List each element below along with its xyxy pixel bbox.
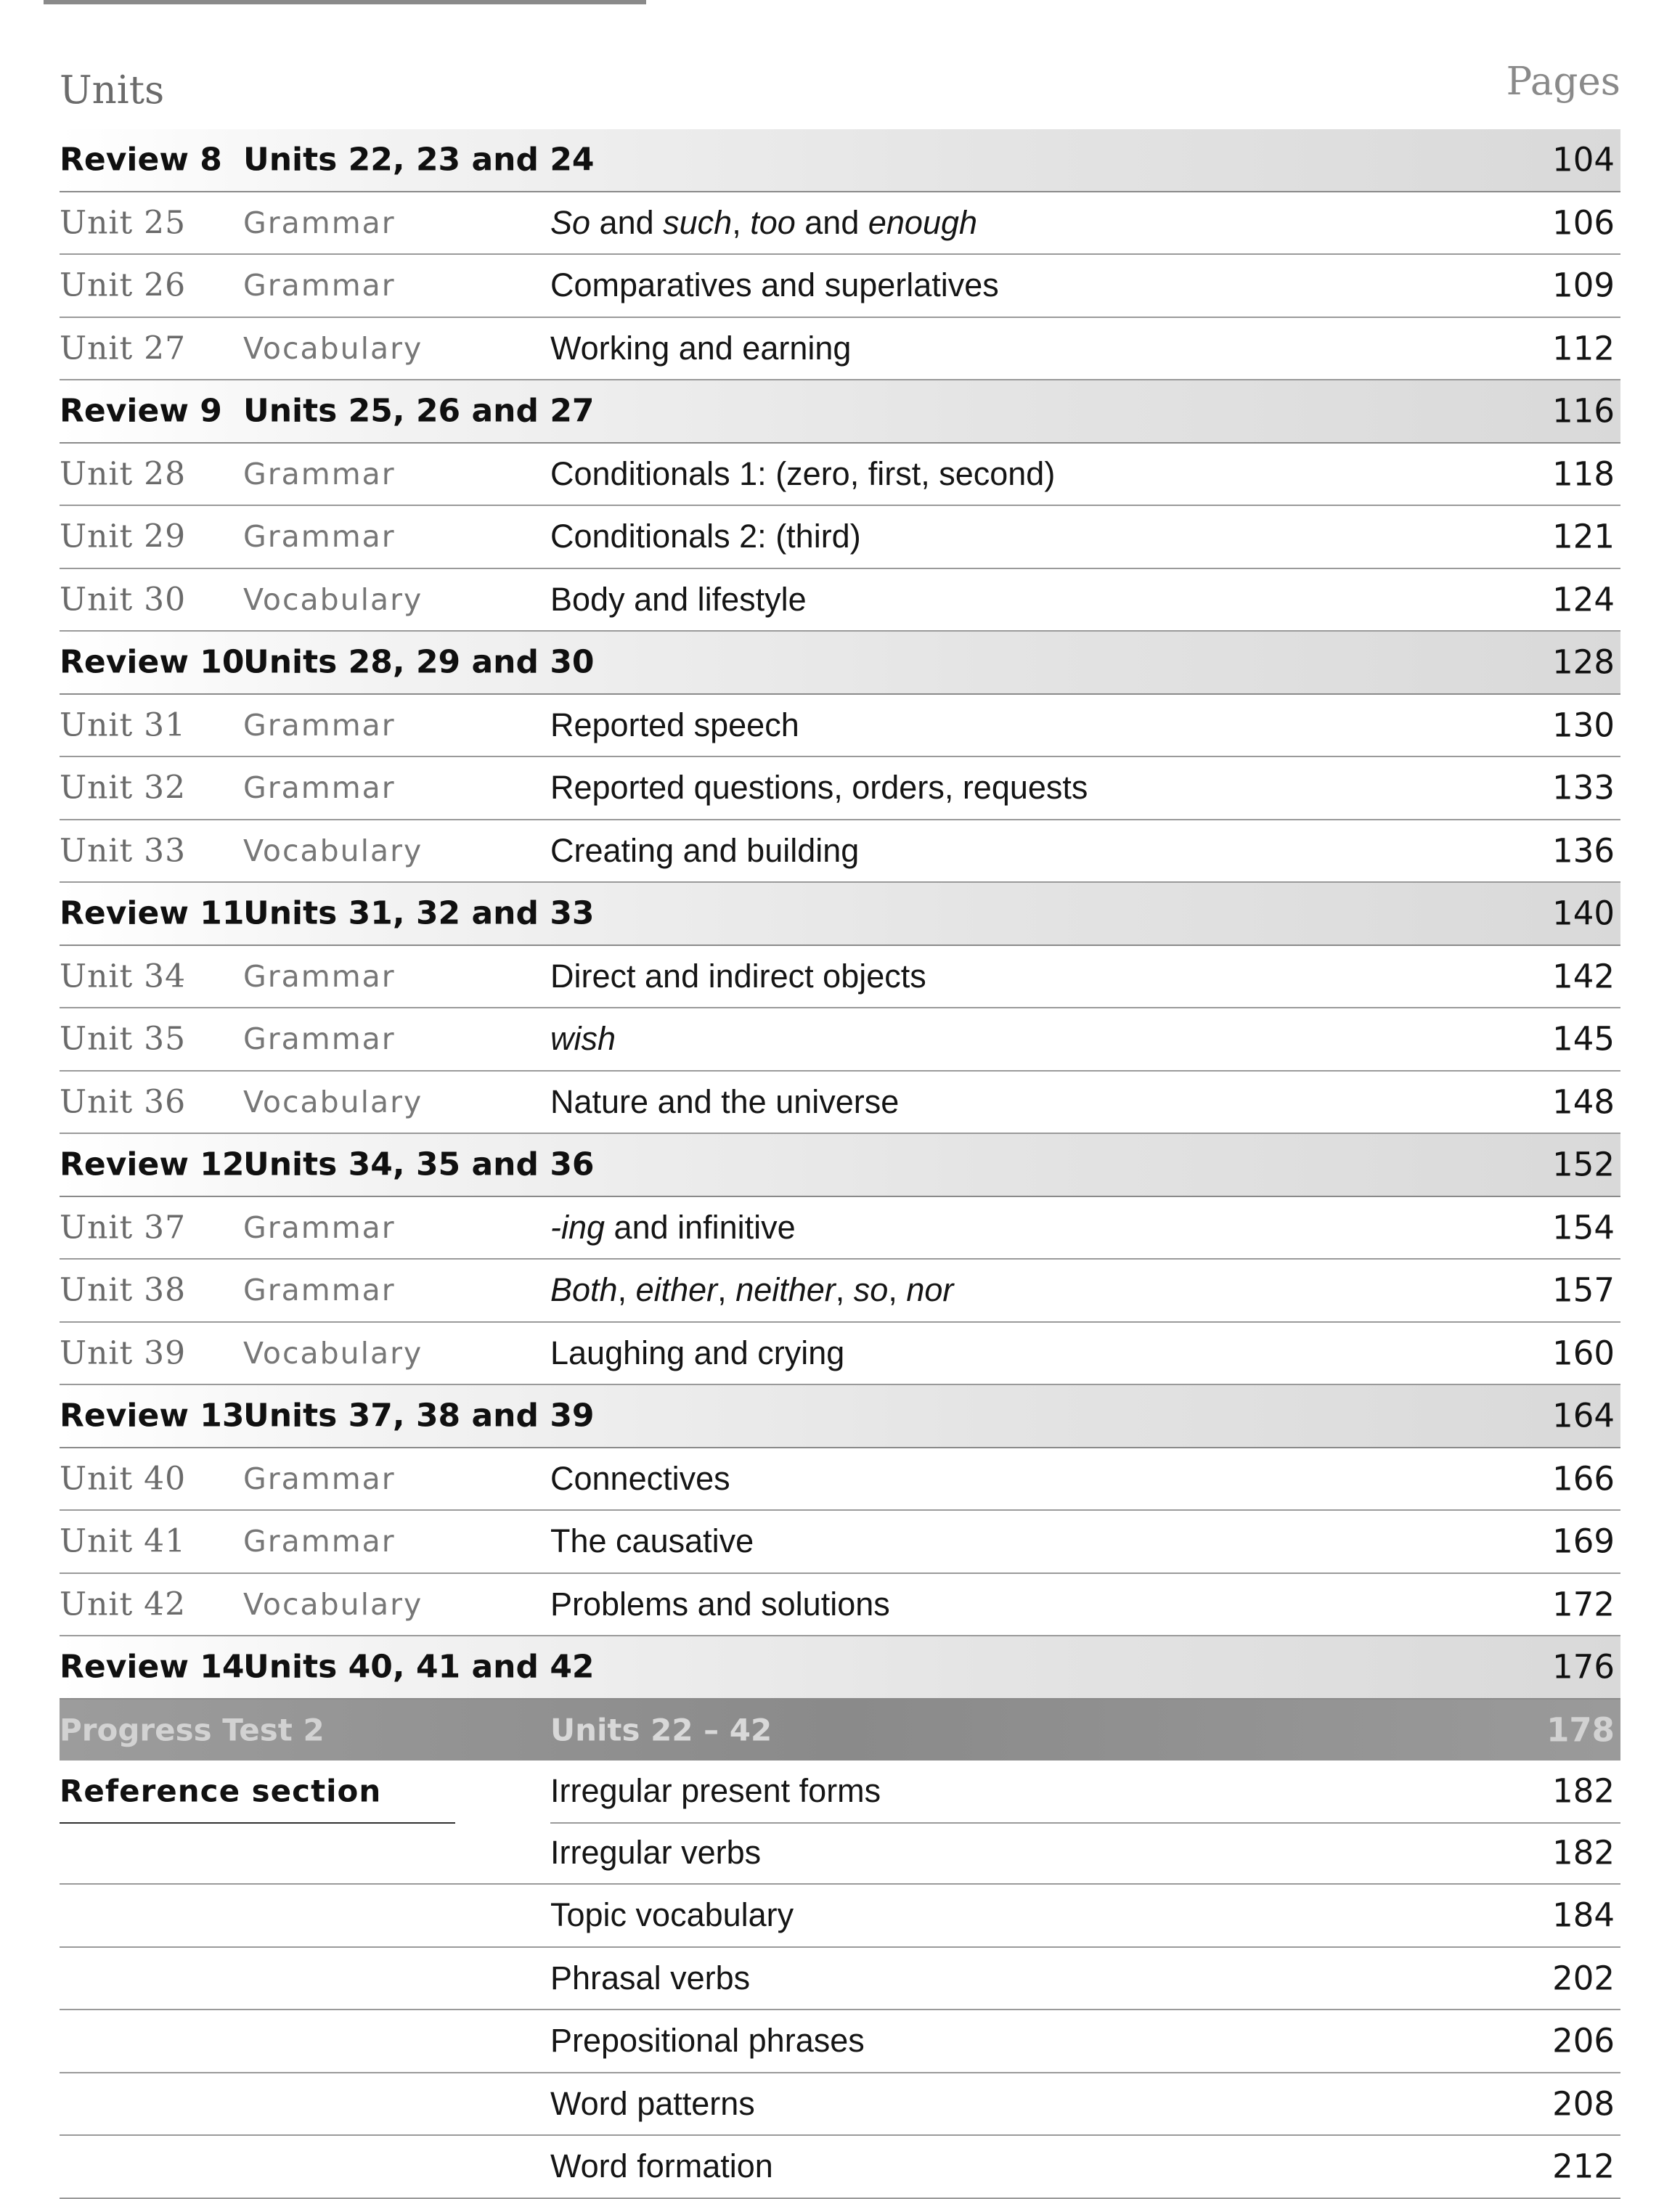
page-number: 106 [1552, 203, 1615, 242]
unit-label: Unit 33 [60, 832, 187, 870]
unit-type: Grammar [243, 1524, 396, 1559]
progress-test-row [60, 1700, 1620, 1761]
reference-row [60, 2136, 1620, 2199]
page-number: 124 [1552, 580, 1615, 619]
unit-topic: Comparatives and superlatives [550, 266, 999, 304]
unit-label: Unit 36 [60, 1083, 187, 1121]
topic-fragment: Both [550, 1271, 618, 1309]
reference-row [60, 2073, 1620, 2137]
unit-row [60, 192, 1620, 256]
unit-label: Unit 34 [60, 958, 187, 995]
unit-topic: Connectives [550, 1459, 730, 1497]
review-units: Units 34, 35 and 36 [243, 1146, 595, 1183]
unit-topic [550, 1271, 953, 1309]
topic-fragment: , [717, 1271, 736, 1309]
topic-fragment: , [888, 1271, 907, 1309]
review-row [60, 1636, 1620, 1700]
topic-fragment: so [853, 1271, 889, 1309]
progress-test-units: Units 22 – 42 [550, 1712, 772, 1748]
unit-type: Grammar [243, 1209, 396, 1245]
unit-label: Unit 37 [60, 1209, 187, 1247]
unit-label: Unit 31 [60, 706, 187, 744]
unit-label: Unit 26 [60, 266, 187, 304]
toc-header [60, 60, 1620, 123]
page-number: 142 [1552, 957, 1615, 996]
page-number: 130 [1552, 706, 1615, 745]
unit-label: Unit 32 [60, 769, 187, 807]
page-number: 112 [1552, 329, 1615, 368]
unit-topic: Direct and indirect objects [550, 957, 926, 995]
top-rule [44, 0, 646, 4]
reference-topic: Irregular present forms [550, 1772, 881, 1810]
progress-test-label: Progress Test 2 [60, 1712, 325, 1748]
unit-row [60, 506, 1620, 569]
review-label: Review 14 [60, 1648, 245, 1686]
unit-topic: Reported questions, orders, requests [550, 769, 1088, 807]
unit-label: Unit 38 [60, 1271, 187, 1309]
topic-fragment: neither [735, 1271, 836, 1309]
review-row [60, 883, 1620, 946]
unit-topic: Working and earning [550, 329, 852, 367]
reference-topic: Phrasal verbs [550, 1959, 751, 1996]
review-label: Review 13 [60, 1397, 245, 1435]
unit-row [60, 1260, 1620, 1323]
unit-topic: Creating and building [550, 831, 860, 869]
unit-row [60, 318, 1620, 381]
unit-topic: Conditionals 1: (zero, first, second) [550, 454, 1056, 492]
topic-fragment: enough [868, 203, 978, 241]
topic-fragment: nor [906, 1271, 954, 1309]
page-number: 178 [1546, 1710, 1615, 1750]
unit-topic: Laughing and crying [550, 1334, 845, 1371]
page-number: 104 [1552, 140, 1615, 179]
page-number: 133 [1552, 768, 1615, 807]
page-number: 109 [1552, 266, 1615, 305]
page-number: 128 [1552, 642, 1615, 682]
page-number: 121 [1552, 517, 1615, 556]
topic-fragment: and [795, 203, 868, 241]
page-number: 116 [1552, 391, 1615, 431]
reference-topic: Irregular verbs [550, 1833, 762, 1871]
page-number: 166 [1552, 1459, 1615, 1498]
topic-fragment: -ing [550, 1208, 605, 1246]
unit-type: Vocabulary [243, 1084, 423, 1119]
topic-fragment: , [617, 1271, 636, 1309]
page-number: 157 [1552, 1270, 1615, 1310]
unit-row [60, 255, 1620, 318]
unit-label: Unit 25 [60, 204, 187, 242]
unit-type: Grammar [243, 1461, 396, 1496]
review-row [60, 129, 1620, 192]
unit-label: Unit 30 [60, 581, 187, 619]
unit-type: Grammar [243, 1021, 396, 1057]
page-number: 164 [1552, 1396, 1615, 1435]
review-units: Units 22, 23 and 24 [243, 141, 595, 179]
reference-topic: Word formation [550, 2147, 773, 2185]
review-row [60, 1134, 1620, 1197]
unit-topic [550, 1020, 616, 1058]
review-label: Review 9 [60, 392, 222, 430]
page-number: 206 [1552, 2021, 1615, 2060]
reference-row [60, 2010, 1620, 2073]
topic-fragment: , [732, 203, 751, 241]
unit-topic: The causative [550, 1522, 754, 1560]
unit-type: Grammar [243, 205, 396, 240]
review-label: Review 8 [60, 141, 222, 179]
page-number: 182 [1552, 1833, 1615, 1872]
unit-topic: Conditionals 2: (third) [550, 518, 861, 555]
reference-section-label: Reference section [60, 1773, 382, 1809]
review-row [60, 632, 1620, 695]
unit-type: Grammar [243, 268, 396, 303]
unit-type: Grammar [243, 519, 396, 555]
unit-row [60, 1072, 1620, 1135]
unit-label: Unit 40 [60, 1460, 187, 1498]
review-row [60, 380, 1620, 444]
unit-topic: Reported speech [550, 706, 799, 743]
unit-row [60, 569, 1620, 632]
topic-fragment: either [635, 1271, 718, 1309]
page-number: 140 [1552, 894, 1615, 933]
unit-row [60, 1448, 1620, 1511]
reference-row [60, 1948, 1620, 2011]
unit-type: Vocabulary [243, 833, 423, 868]
page-number: 154 [1552, 1208, 1615, 1247]
page-number: 182 [1552, 1771, 1615, 1811]
unit-type: Vocabulary [243, 582, 423, 617]
unit-type: Vocabulary [243, 1335, 423, 1371]
page-number: 184 [1552, 1896, 1615, 1935]
reference-topic: Word patterns [550, 2084, 755, 2122]
unit-type: Grammar [243, 456, 396, 491]
page-number: 169 [1552, 1522, 1615, 1561]
unit-row [60, 757, 1620, 820]
topic-fragment: wish [550, 1020, 616, 1058]
unit-topic [550, 1209, 796, 1247]
unit-row [60, 1574, 1620, 1637]
unit-topic [550, 204, 977, 242]
page-number: 160 [1552, 1334, 1615, 1373]
page-number: 118 [1552, 454, 1615, 494]
page-number: 145 [1552, 1019, 1615, 1058]
unit-row [60, 695, 1620, 758]
unit-label: Unit 42 [60, 1586, 187, 1623]
reference-topic: Topic vocabulary [550, 1896, 794, 1934]
review-row [60, 1385, 1620, 1448]
page-number: 152 [1552, 1145, 1615, 1184]
review-label: Review 10 [60, 643, 245, 681]
unit-topic: Body and lifestyle [550, 580, 807, 618]
unit-row [60, 820, 1620, 884]
unit-row [60, 1511, 1620, 1574]
unit-row [60, 1323, 1620, 1386]
unit-label: Unit 35 [60, 1020, 187, 1058]
review-units: Units 40, 41 and 42 [243, 1648, 595, 1686]
unit-label: Unit 27 [60, 330, 187, 367]
unit-type: Grammar [243, 707, 396, 743]
review-label: Review 11 [60, 894, 245, 932]
topic-fragment: too [750, 203, 796, 241]
unit-row [60, 1008, 1620, 1072]
review-units: Units 25, 26 and 27 [243, 392, 595, 430]
reference-row [60, 1822, 1620, 1885]
unit-type: Vocabulary [243, 1586, 423, 1622]
unit-type: Grammar [243, 770, 396, 806]
page-number: 148 [1552, 1082, 1615, 1122]
page-number: 202 [1552, 1959, 1615, 1998]
reference-row [60, 1885, 1620, 1948]
topic-fragment: , [835, 1271, 854, 1309]
review-units: Units 37, 38 and 39 [243, 1397, 595, 1435]
page-number: 136 [1552, 831, 1615, 870]
page-number: 208 [1552, 2084, 1615, 2123]
unit-label: Unit 41 [60, 1522, 187, 1560]
unit-type: Grammar [243, 1273, 396, 1308]
unit-label: Unit 29 [60, 518, 187, 555]
unit-topic: Problems and solutions [550, 1585, 890, 1623]
topic-fragment: So [550, 203, 591, 241]
review-label: Review 12 [60, 1146, 245, 1183]
unit-row [60, 946, 1620, 1009]
review-units: Units 28, 29 and 30 [243, 643, 595, 681]
unit-label: Unit 28 [60, 455, 187, 493]
table-of-contents [60, 129, 1620, 2199]
topic-fragment: such [663, 203, 733, 241]
reference-topic: Prepositional phrases [550, 2022, 865, 2060]
page-number: 172 [1552, 1585, 1615, 1624]
unit-row [60, 1197, 1620, 1260]
unit-label: Unit 39 [60, 1334, 187, 1372]
pages-column-title: Pages [1506, 60, 1620, 104]
unit-type: Grammar [243, 958, 396, 994]
page-number: 176 [1552, 1647, 1615, 1686]
unit-type: Vocabulary [243, 330, 423, 366]
page-number: 212 [1552, 2147, 1615, 2186]
unit-row [60, 444, 1620, 507]
unit-topic: Nature and the universe [550, 1082, 900, 1120]
reference-row [60, 1761, 1620, 1822]
units-column-title: Units [60, 68, 165, 113]
topic-fragment: and infinitive [605, 1208, 796, 1246]
topic-fragment: and [590, 203, 664, 241]
review-units: Units 31, 32 and 33 [243, 894, 595, 932]
